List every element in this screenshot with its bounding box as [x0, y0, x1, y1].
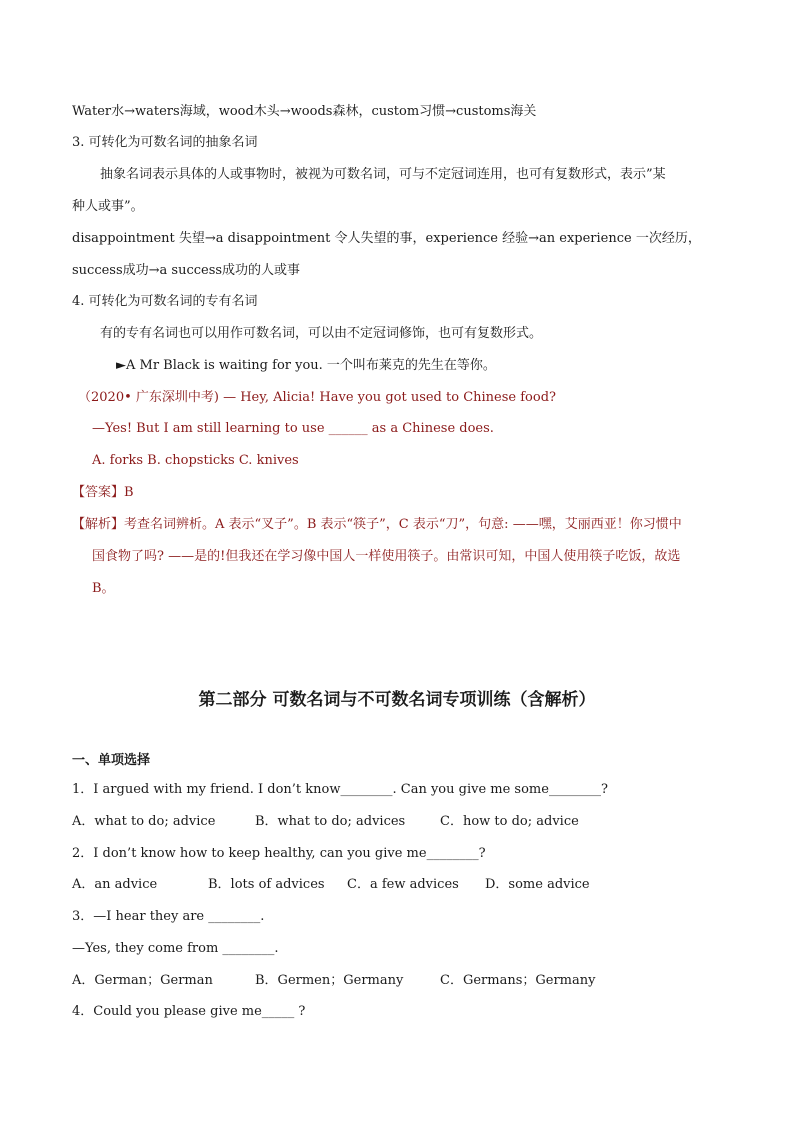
analysis-line2: 国食物了吗? ——是的!但我还在学习像中国人一样使用筷子。由常识可知，中国人使用筷子吃饭，故选	[92, 549, 681, 564]
analysis-label: 【解析】	[72, 517, 125, 532]
question-1-stem: 1．I argued with my friend. I don’t know________. Can you give me some________?	[72, 782, 608, 797]
analysis-line3: B。	[92, 581, 115, 596]
part2-title: 第二部分 可数名词与不可数名词专项训练（含解析）	[198, 690, 596, 710]
question-3-option-b: B．Germen；Germany	[255, 973, 404, 988]
plural-meaning-line: Water水→waters海域，wood木头→woods森林，custom习惯→customs海关	[72, 104, 537, 119]
question-3-stem-2: —Yes, they come from ________.	[72, 941, 279, 956]
question-2-option-b: B．lots of advices	[208, 877, 325, 892]
item3-example-line2: success成功→a success成功的人或事	[72, 263, 301, 278]
item3-example-line1: disappointment 失望→a disappointment 令人失望的事，experience 经验→an experience 一次经历，	[72, 231, 701, 246]
question-2-stem: 2．I don’t know how to keep healthy, can you give me________?	[72, 846, 486, 861]
answer-label: 【答案】	[72, 485, 125, 500]
item3-desc-line2: 种人或事”。	[72, 199, 144, 214]
question-2-option-c: C．a few advices	[347, 877, 459, 892]
answer-line	[72, 484, 134, 502]
exam-question-options: A. forks B. chopsticks C. knives	[92, 453, 299, 468]
question-1-option-a: A．what to do; advice	[72, 814, 216, 829]
item4-desc: 有的专有名词也可以用作可数名词，可以由不定冠词修饰，也可有复数形式。	[100, 326, 543, 341]
question-3-stem: 3．—I hear they are ________.	[72, 909, 265, 924]
item4-example: ►A Mr Black is waiting for you. 一个叫布莱克的先生在等你。	[116, 358, 496, 373]
question-2-option-d: D．some advice	[485, 877, 590, 892]
question-2-option-a: A．an advice	[72, 877, 158, 892]
analysis-text-1: 考查名词辨析。A 表示“叉子”。B 表示“筷子”，C 表示“刀”，句意: ——嘿，艾丽西亚！你习惯中	[124, 517, 682, 532]
section-heading-single-choice: 一、单项选择	[72, 753, 151, 768]
question-3-option-a: A．German；German	[72, 973, 213, 988]
item3-heading: 3. 可转化为可数名词的抽象名词	[72, 135, 258, 150]
item3-desc-line1: 抽象名词表示具体的人或事物时，被视为可数名词，可与不定冠词连用，也可有复数形式，表示”某	[100, 167, 666, 182]
question-1-option-b: B．what to do; advices	[255, 814, 406, 829]
question-3-option-c: C．Germans；Germany	[440, 973, 596, 988]
exam-question-line2: —Yes! But I am still learning to use ______ as a Chinese does.	[92, 421, 494, 436]
question-4-stem: 4．Could you please give me_____ ?	[72, 1004, 306, 1019]
answer-value: B	[124, 485, 134, 500]
question-1-option-c: C．how to do; advice	[440, 814, 579, 829]
exam-question-line1: （2020• 广东深圳中考) — Hey, Alicia! Have you got used to Chinese food?	[78, 390, 556, 405]
analysis-line1	[72, 516, 682, 534]
item4-heading: 4. 可转化为可数名词的专有名词	[72, 294, 258, 309]
